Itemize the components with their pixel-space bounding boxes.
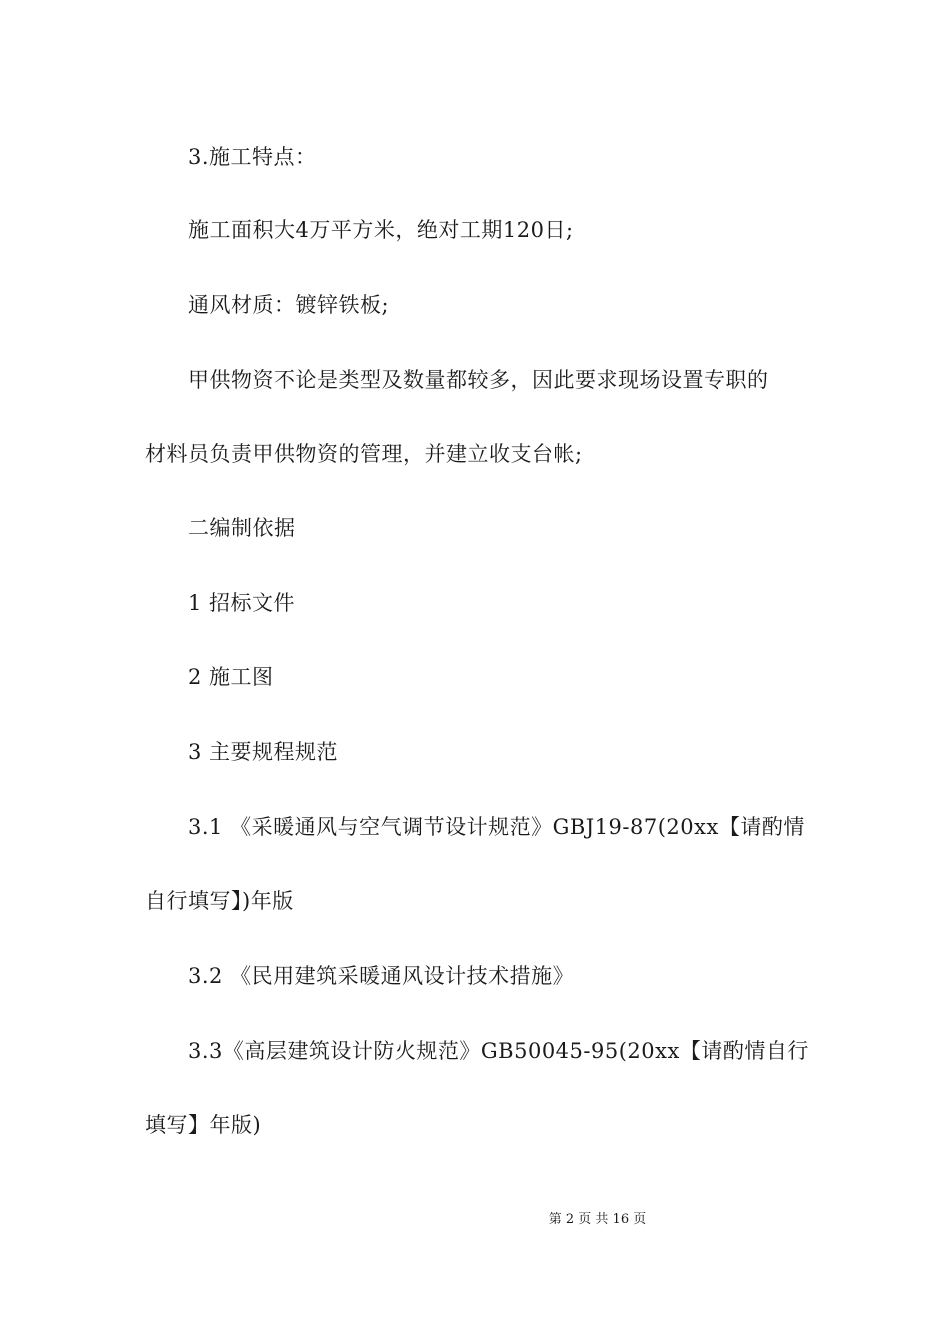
list-item-code-3-2: 3.2 《民用建筑采暖通风设计技术措施》 (188, 964, 575, 988)
list-item-construction-drawings: 2 施工图 (188, 665, 274, 689)
page-number-footer (0, 1208, 950, 1227)
paragraph-supplied-materials-line2: 材料员负责甲供物资的管理，并建立收支台帐; (145, 442, 583, 466)
list-item-code-3-1-line1: 3.1 《采暖通风与空气调节设计规范》GBJ19-87(20xx【请酌情 (188, 815, 805, 839)
page-number-label: 第 2 页 共 16 页 (548, 1212, 647, 1227)
paragraph-ventilation-material: 通风材质：镀锌铁板; (188, 293, 390, 317)
list-item-code-3-3-line2: 填写】年版) (145, 1113, 262, 1137)
section-heading-basis: 二编制依据 (188, 516, 296, 540)
list-item-code-3-3-line1: 3.3《高层建筑设计防火规范》GB50045-95(20xx【请酌情自行 (188, 1039, 809, 1063)
list-item-bidding-docs: 1 招标文件 (188, 591, 296, 615)
paragraph-construction-area: 施工面积大4万平方米，绝对工期120日; (188, 218, 574, 242)
list-item-main-codes: 3 主要规程规范 (188, 740, 339, 764)
list-item-code-3-1-line2: 自行填写】)年版 (145, 889, 294, 913)
paragraph-supplied-materials-line1: 甲供物资不论是类型及数量都较多，因此要求现场设置专职的 (188, 368, 769, 392)
section-heading-construction-features: 3.施工特点： (188, 145, 317, 169)
